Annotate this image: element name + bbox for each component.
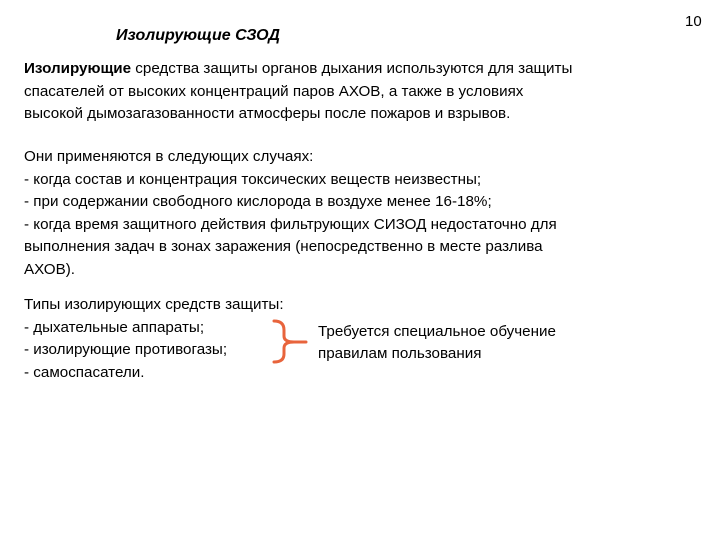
types-item: - самоспасатели. — [24, 363, 145, 381]
training-note — [318, 321, 556, 365]
types-item: - дыхательные аппараты; — [24, 318, 205, 336]
intro-line-1-text: средства защиты органов дыхания используются для защиты — [131, 60, 573, 77]
usage-line: выполнения задач в зонах заражения (непосредственно в месте разлива — [24, 238, 543, 255]
right-curly-brace-icon — [272, 318, 312, 364]
note-line: правилам пользования — [318, 345, 482, 362]
intro-bold-word: Изолирующие — [24, 60, 132, 77]
types-heading: Типы изолирующих средств защиты: — [24, 296, 284, 313]
intro-line-2: спасателей от высоких концентраций паров АХОВ, а также в условиях — [24, 82, 524, 100]
intro-line-1 — [24, 58, 694, 81]
usage-line: - когда время защитного действия фильтрующих СИЗОД недостаточно для — [24, 215, 557, 233]
usage-line: - при содержании свободного кислорода в воздухе менее 16-18%; — [24, 193, 492, 210]
usage-line: АХОВ). — [24, 260, 75, 278]
usage-heading: Они применяются в следующих случаях: — [24, 148, 314, 165]
slide-title: Изолирующие СЗОД — [116, 27, 280, 44]
page-number: 10 — [685, 13, 702, 30]
intro-line-3: высокой дымозагазованности атмосферы после пожаров и взрывов. — [24, 105, 511, 122]
note-line: Требуется специальное обучение — [318, 323, 556, 340]
usage-line: - когда состав и концентрация токсических веществ неизвестны; — [24, 170, 482, 188]
brace-path — [274, 321, 306, 362]
types-item: - изолирующие противогазы; — [24, 341, 228, 358]
intro-paragraph — [24, 58, 694, 126]
usage-paragraph — [24, 146, 694, 281]
